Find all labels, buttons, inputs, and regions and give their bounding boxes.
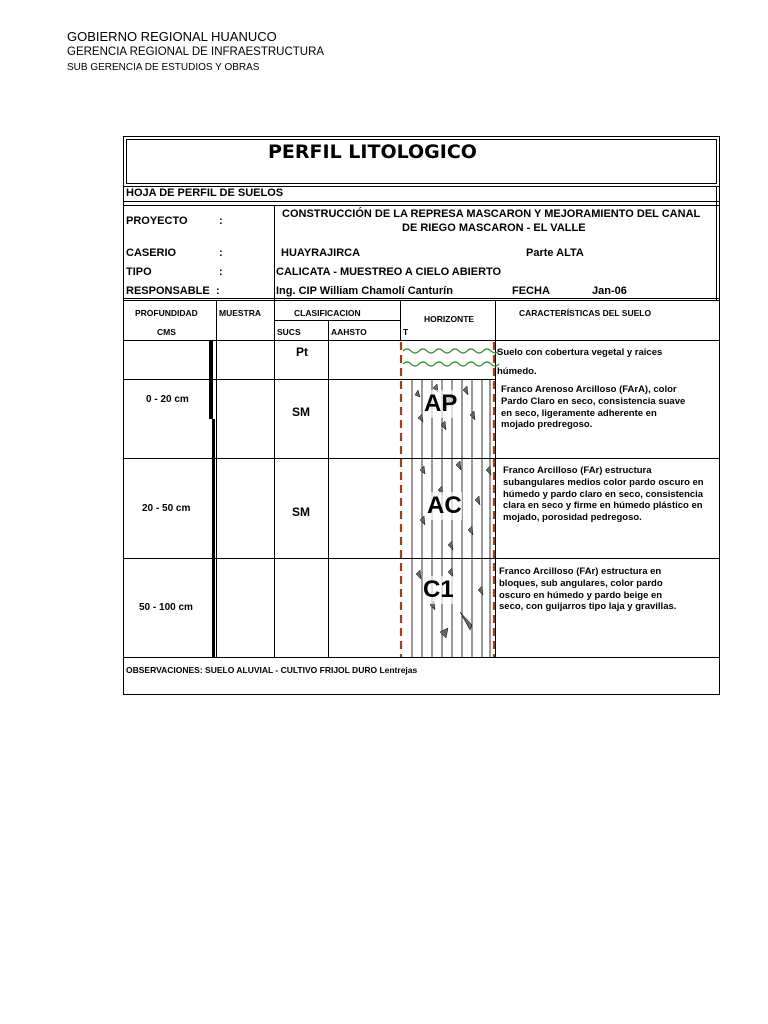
page-title: PERFIL LITOLOGICO bbox=[268, 141, 477, 163]
desc-line: mojado predregoso. bbox=[501, 419, 593, 431]
desc-line: mojado, porosidad pedregoso. bbox=[503, 512, 642, 524]
desc-line: Franco Arcilloso (FAr) estructura en bbox=[499, 566, 662, 577]
col-aahsto: AAHSTO bbox=[331, 327, 367, 337]
row3-horizon: C1 bbox=[423, 576, 454, 603]
caserio-label: CASERIO bbox=[126, 247, 177, 259]
responsable-value: Ing. CIP William Chamolí Canturín bbox=[276, 285, 453, 297]
fecha-label: FECHA bbox=[512, 285, 550, 297]
desc-line: clara en seco y firme en húmedo plástico en bbox=[503, 500, 703, 512]
col-caracteristicas: CARACTERÍSTICAS DEL SUELO bbox=[519, 308, 652, 318]
tipo-colon: : bbox=[219, 266, 223, 278]
proyecto-colon: : bbox=[219, 215, 223, 227]
row2-horizon: AC bbox=[427, 492, 462, 519]
proyecto-value-line1: CONSTRUCCIÓN DE LA REPRESA MASCARON Y MEJORAMIENTO DEL CANAL bbox=[282, 208, 701, 220]
row3-desc bbox=[499, 566, 676, 613]
row3-depth: 50 - 100 cm bbox=[139, 602, 193, 613]
row0-desc bbox=[497, 347, 662, 378]
row2-desc bbox=[503, 465, 704, 524]
row1-horizon: AP bbox=[424, 390, 458, 417]
col-muestra: MUESTRA bbox=[219, 308, 262, 318]
col-t: T bbox=[403, 327, 409, 337]
responsable-label: RESPONSABLE bbox=[126, 285, 210, 297]
desc-line: Pardo Claro en seco, consistencia suave bbox=[501, 395, 686, 407]
desc-line: Suelo con cobertura vegetal y raices bbox=[497, 347, 663, 358]
caserio-colon: : bbox=[219, 247, 223, 259]
tipo-label: TIPO bbox=[126, 266, 152, 278]
col-cms: CMS bbox=[157, 327, 176, 337]
tipo-value: CALICATA - MUESTREO A CIELO ABIERTO bbox=[276, 266, 502, 278]
parte-value: Parte ALTA bbox=[526, 247, 584, 259]
row1-desc bbox=[501, 384, 685, 431]
fecha-value: Jan-06 bbox=[592, 285, 627, 297]
org-name: GOBIERNO REGIONAL HUANUCO bbox=[67, 29, 277, 44]
desc-line: en seco, ligeramente adherente en bbox=[501, 407, 657, 419]
col-sucs: SUCS bbox=[277, 327, 301, 337]
proyecto-value-line2: DE RIEGO MASCARON - EL VALLE bbox=[402, 222, 586, 234]
row2-depth: 20 - 50 cm bbox=[142, 503, 191, 514]
row2-sucs: SM bbox=[292, 505, 310, 519]
row1-depth: 0 - 20 cm bbox=[146, 394, 189, 405]
desc-line: Franco Arcilloso (FAr) estructura bbox=[503, 465, 652, 476]
proyecto-label: PROYECTO bbox=[126, 215, 188, 227]
responsable-colon: : bbox=[216, 285, 220, 297]
desc-line: Franco Arenoso Arcilloso (FArA), color bbox=[501, 384, 677, 395]
row1-sucs: SM bbox=[292, 405, 310, 419]
org-subdepartment: SUB GERENCIA DE ESTUDIOS Y OBRAS bbox=[67, 62, 260, 73]
desc-line: húmedo y pardo claro en seco, consistencia bbox=[503, 488, 704, 500]
caserio-value: HUAYRAJIRCA bbox=[281, 247, 361, 259]
desc-line: seco, con guijarros tipo laja y gravillas. bbox=[499, 601, 677, 613]
observaciones: OBSERVACIONES: SUELO ALUVIAL - CULTIVO FRIJOL DURO Lentrejas bbox=[126, 665, 418, 675]
desc-line: subangulares medios color pardo oscuro en bbox=[503, 476, 704, 488]
desc-line: bloques, sub angulares, color pardo bbox=[499, 577, 663, 589]
col-horizonte: HORIZONTE bbox=[424, 314, 475, 324]
sheet-subtitle: HOJA DE PERFIL DE SUELOS bbox=[126, 187, 284, 199]
row0-sucs: Pt bbox=[296, 345, 308, 359]
col-profundidad: PROFUNDIDAD bbox=[135, 308, 198, 318]
desc-line: oscuro en húmedo y pardo beige en bbox=[499, 589, 663, 601]
org-department: GERENCIA REGIONAL DE INFRAESTRUCTURA bbox=[67, 46, 325, 58]
desc-line: húmedo. bbox=[497, 365, 537, 377]
col-clasificacion: CLASIFICACION bbox=[294, 308, 361, 318]
